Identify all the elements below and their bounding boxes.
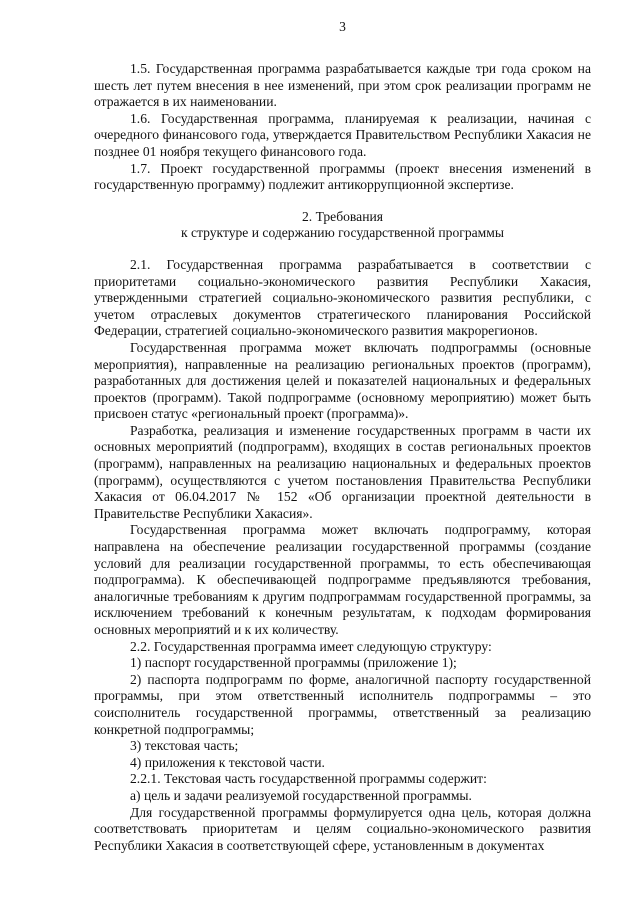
structure-item-text-part: 3) текстовая часть; [130,738,239,754]
paragraph-1-5: 1.5. Государственная программа разрабатывается каждые три года сроком на шесть лет путем внесения в нее изменений, при этом срок реализации программ не отражается в их наименовании. [94,61,591,110]
structure-item-passport: 1) паспорт государственной программы (приложение 1); [130,655,457,671]
structure-item-appendices: 4) приложения к текстовой части. [130,754,325,770]
page-number: 3 [339,19,346,34]
paragraph-2-1: 2.1. Государственная программа разрабатывается в соответствии с приоритетами социально-экономического развития Республики Хакасия, утвержденными стратегией социально-экономического развития республики, с учетом отраслевых документов стратегического планирования Российской Федерации, стратегией социально-экономического развития макрорегионов. [94,256,591,339]
paragraph-supporting-subprogram: Государственная программа может включать подпрограмму, которая направлена на обеспечение реализации государственной программы (создание условий для реализации государственной программы, то есть обеспечивающая подпрограмма). К обеспечивающей подпрограмме предъявляются требования, аналогичные требованиям к другим подпрограммам государственной программы, за исключением требований к конечным результатам, к подходам формирования основных мероприятий и к их количеству. [94,522,591,637]
paragraph-2-2: 2.2. Государственная программа имеет следующую структуру: [130,638,492,654]
paragraph-1-6: 1.6. Государственная программа, планируемая к реализации, начиная с очередного финансового года, утверждается Правительством Республики Хакасия не позднее 01 ноября текущего финансового года. [94,110,591,159]
paragraph-goal-tasks: а) цель и задачи реализуемой государственной программы. [130,787,472,803]
paragraph-1-7: 1.7. Проект государственной программы (проект внесения изменений в государственную программу) подлежит антикоррупционной экспертизе. [94,160,591,193]
section-heading: 2. Требования [302,208,383,224]
section-subheading: к структуре и содержанию государственной программы [180,225,505,241]
paragraph-subprograms: Государственная программа может включать подпрограммы (основные мероприятия), направленные на реализацию региональных проектов (программ), разработанных для достижения целей и показателей национальных и федеральных проектов (программ). Такой подпрограмме (основному мероприятию) может быть присвоен статус «региональный проект (программа)». [94,339,591,422]
structure-item-subprogram-passports: 2) паспорта подпрограмм по форме, аналогичной паспорту государственной программы, при этом ответственный исполнитель подпрограммы – это соисполнитель государственной программы, ответственный за реализацию конкретной подпрограммы; [94,671,591,737]
paragraph-single-goal: Для государственной программы формулируется одна цель, которая должна соответствовать приоритетам и целям социально-экономического развития Республики Хакасия в соответствующей сфере, установленным в документах [94,804,591,853]
paragraph-development: Разработка, реализация и изменение государственных программ в части их основных мероприятий (подпрограмм), входящих в состав региональных проектов (программ), направленных на реализацию национальных и федеральных проектов (программ), осуществляются с учетом постановления Правительства Республики Хакасия от 06.04.2017 № 152 «Об организации проектной деятельности в Правительстве Республики Хакасия». [94,422,591,521]
paragraph-2-2-1: 2.2.1. Текстовая часть государственной программы содержит: [130,771,487,787]
